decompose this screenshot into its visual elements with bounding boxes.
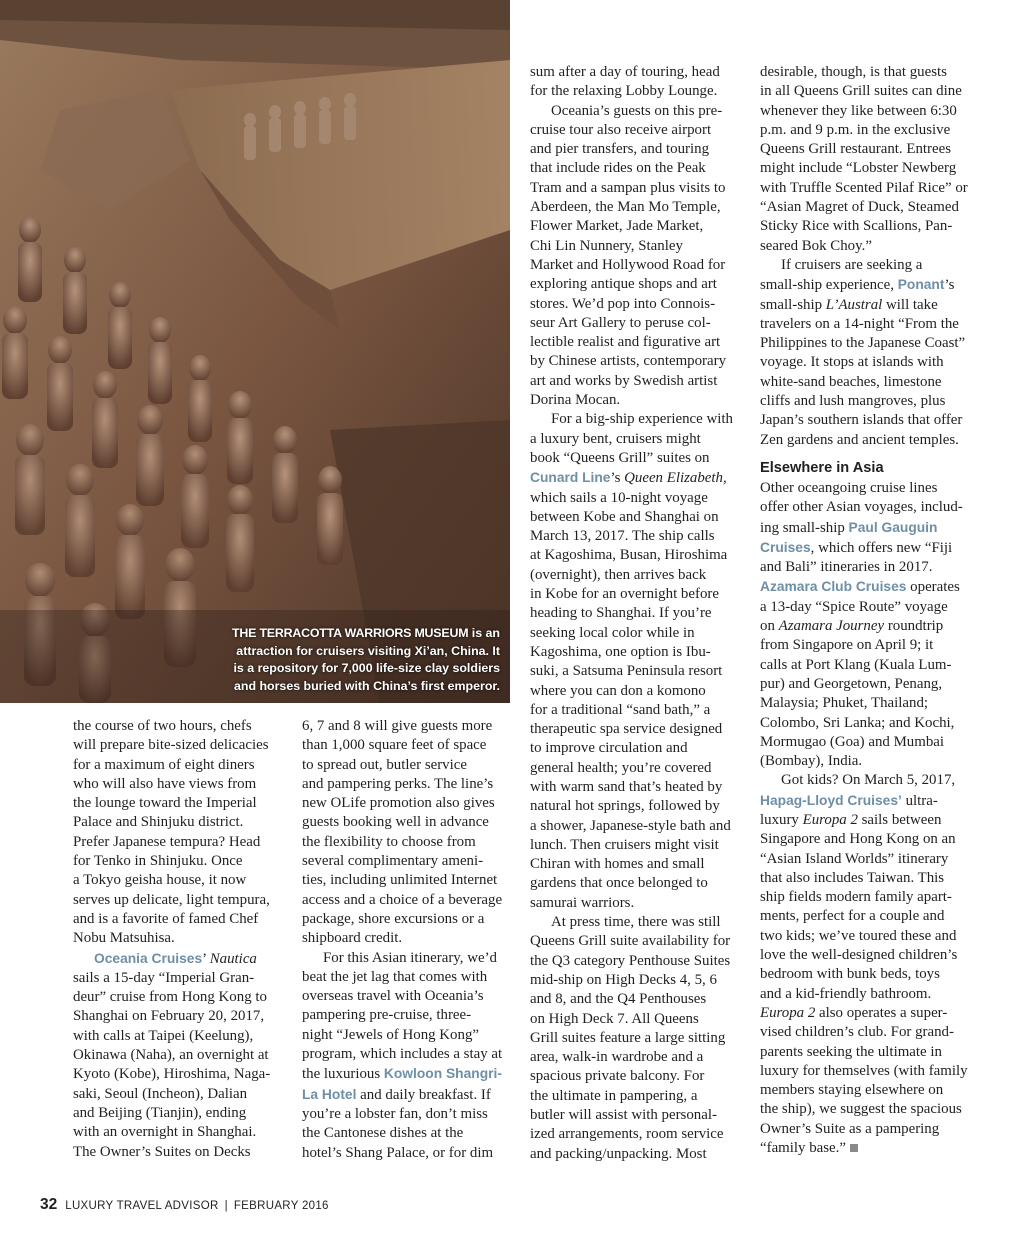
text-line: hotel’s Shang Palace, or for dim: [302, 1144, 494, 1161]
text-line: new OLife promotion also gives: [302, 795, 495, 812]
text-line: Kagoshima, one option is Ibu-: [530, 643, 711, 660]
paragraph: [73, 717, 288, 949]
text-line: [760, 577, 975, 597]
text-line: ship fields modern family apart-: [760, 889, 952, 906]
text-line: on High Deck 7. All Queens: [530, 1010, 699, 1027]
text-line: overseas travel with Oceania’s: [302, 988, 484, 1005]
text-line: Owner’s Suite as a pampering: [760, 1120, 940, 1137]
text-line: “Asian Magret of Duck, Steamed: [760, 199, 959, 216]
text-line: desirable, though, is that guests: [760, 64, 947, 80]
ship-name: L’Austral: [825, 296, 883, 313]
text-line: members staying elsewhere on: [760, 1082, 944, 1099]
text-line: Queens Grill suite availability for: [530, 933, 731, 950]
text-line: deur” cruise from Hong Kong to: [73, 989, 267, 1006]
text-line: seeking local color while in: [530, 624, 695, 641]
text-line: with calls at Taipei (Keelung),: [73, 1027, 254, 1044]
terracotta-warriors-photo: [0, 0, 510, 703]
paragraph: [760, 256, 975, 450]
brand-azamara-club-cruises: Azamara Club Cruises: [760, 579, 907, 595]
text-line: luxury for themselves (with family: [760, 1062, 968, 1079]
caption-line: is a repository for 7,000 life-size clay soldiers: [233, 661, 500, 675]
paragraph: [302, 717, 517, 949]
text-line: suki, a Satsuma Peninsula resort: [530, 663, 723, 680]
brand-kowloon-shangri-la: La Hotel: [302, 1086, 357, 1102]
text-line: Queens Grill restaurant. Entrees: [760, 141, 952, 158]
text-line: Japan’s southern islands that offer: [760, 412, 963, 429]
text-run: small-ship: [760, 296, 826, 313]
text-line: [760, 518, 975, 538]
text-line: cliffs and lush mangroves, plus: [760, 393, 946, 410]
brand-hapag-lloyd-cruises: Hapag-Lloyd Cruises’: [760, 792, 902, 808]
article-column-3: [530, 63, 745, 1164]
text-line: calls at Port Klang (Kuala Lum-: [760, 656, 952, 673]
text-line: pur) and Georgetown, Penang,: [760, 675, 943, 692]
text-line: For this Asian itinerary, we’d: [323, 949, 497, 966]
text-line: Dorina Mocan.: [530, 392, 621, 409]
text-line: [302, 1085, 517, 1105]
text-line: “Asian Island Worlds” itinerary: [760, 850, 949, 867]
ship-name: Europa 2: [802, 811, 858, 828]
text-line: cruise tour also receive airport: [530, 121, 712, 138]
photo-caption: [200, 625, 500, 695]
text-line: from Singapore on April 9; it: [760, 637, 934, 654]
text-line: and a kid-friendly bathroom.: [760, 985, 932, 1002]
text-line: March 13, 2017. The ship calls: [530, 528, 715, 545]
brand-paul-gauguin-cruises: Cruises: [760, 539, 811, 555]
text-line: with warm sand that’s heated by: [530, 778, 723, 795]
publication-name: LUXURY TRAVEL ADVISOR: [65, 1200, 219, 1212]
photo-illustration: [0, 0, 510, 703]
text-run: , which offers new “Fiji: [810, 539, 953, 556]
text-line: lectible realist and figurative art: [530, 334, 721, 351]
text-line: pampering pre-cruise, three-: [302, 1007, 472, 1024]
text-line: spacious private balcony. For: [530, 1068, 705, 1085]
article-column-2: [302, 717, 517, 1163]
text-line: Palace and Shinjuku district.: [73, 814, 244, 831]
text-line: Oceania’s guests on this pre-: [551, 102, 723, 119]
text-line: 6, 7 and 8 will give guests more: [302, 718, 493, 734]
text-line: [73, 949, 288, 969]
text-line: and is a favorite of famed Chef: [73, 910, 259, 927]
text-line: than 1,000 square feet of space: [302, 737, 487, 754]
text-line: sails a 15-day “Imperial Gran-: [73, 969, 255, 986]
text-line: therapeutic spa service designed: [530, 721, 723, 738]
text-line: access and a choice of a beverage: [302, 891, 503, 908]
text-line: guests booking well in advance: [302, 814, 489, 831]
text-line: package, shore excursions or a: [302, 910, 485, 927]
text-line: might include “Lobster Newberg: [760, 160, 957, 177]
text-run: sails between: [857, 811, 942, 828]
text-line: to improve circulation and: [530, 740, 688, 757]
text-line: natural hot springs, followed by: [530, 798, 720, 815]
text-line: Philippines to the Japanese Coast”: [760, 335, 966, 352]
text-line: shipboard credit.: [302, 930, 403, 947]
paragraph: [530, 102, 745, 411]
text-line: the ultimate in pampering, a: [530, 1087, 698, 1104]
text-line: Got kids? On March 5, 2017,: [781, 772, 956, 789]
text-line: Colombo, Sri Lanka; and Kochi,: [760, 714, 955, 731]
text-line: [760, 811, 975, 830]
text-run: “family base.”: [760, 1140, 846, 1157]
text-line: [302, 1064, 517, 1084]
text-line: love the well-designed children’s: [760, 947, 958, 964]
text-line: heading to Shanghai. If you’re: [530, 605, 712, 622]
text-line: bedroom with bunk beds, toys: [760, 966, 940, 983]
text-run: will take: [882, 296, 938, 313]
text-line: Chiran with homes and small: [530, 856, 705, 873]
text-line: Other oceangoing cruise lines: [760, 479, 938, 496]
text-line: a 13-day “Spice Route” voyage: [760, 598, 948, 615]
text-line: book “Queens Grill” suites on: [530, 449, 710, 466]
text-line: exploring antique shops and art: [530, 276, 717, 293]
text-line: at Kagoshima, Busan, Hiroshima: [530, 547, 728, 564]
text-line: travelers on a 14-night “From the: [760, 315, 959, 332]
text-line: ized arrangements, room service: [530, 1126, 724, 1143]
text-line: Shanghai on February 20, 2017,: [73, 1008, 265, 1025]
text-line: Singapore and Hong Kong on an: [760, 831, 956, 848]
paragraph: [760, 479, 975, 771]
text-line: to spread out, butler service: [302, 756, 467, 773]
page-footer: [40, 1196, 329, 1214]
text-line: that include rides on the Peak: [530, 160, 706, 177]
text-line: a shower, Japanese-style bath and: [530, 817, 731, 834]
text-run: ultra-: [901, 792, 938, 809]
caption-line-1: is an: [468, 626, 500, 640]
text-line: several complimentary ameni-: [302, 853, 484, 870]
issue-date: FEBRUARY 2016: [233, 1200, 329, 1212]
text-run: on: [760, 618, 779, 635]
paragraph: [530, 63, 745, 102]
text-line: ties, including unlimited Internet: [302, 872, 498, 889]
text-line: [760, 296, 975, 315]
text-run: ’s: [610, 470, 625, 487]
paragraph: [760, 63, 975, 256]
text-line: Malaysia; Phuket, Thailand;: [760, 695, 929, 712]
text-line: for Tenko in Shinjuku. Once: [73, 853, 243, 870]
article-column-4: [760, 63, 975, 1158]
text-run: luxury: [760, 811, 803, 828]
caption-line: attraction for cruisers visiting Xi’an, China. It: [236, 643, 500, 658]
brand-oceania-cruises: Oceania Cruises: [94, 950, 203, 966]
text-line: the ship), we suggest the spacious: [760, 1101, 962, 1118]
text-line: [760, 791, 975, 811]
text-line: white-sand beaches, limestone: [760, 373, 942, 390]
paragraph: [530, 410, 745, 913]
text-run: roundtrip: [884, 618, 944, 635]
text-line: and Beijing (Tianjin), ending: [73, 1104, 247, 1121]
ship-name: Nautica: [209, 950, 257, 967]
text-line: will prepare bite-sized delicacies: [73, 737, 269, 754]
text-line: ments, perfect for a couple and: [760, 908, 945, 925]
footer-separator: |: [224, 1200, 228, 1212]
text-line: [760, 275, 975, 295]
text-line: the course of two hours, chefs: [73, 718, 252, 734]
text-run: small-ship experience,: [760, 277, 898, 294]
text-line: Zen gardens and ancient temples.: [760, 431, 959, 448]
text-line: Grill suites feature a large sitting: [530, 1029, 726, 1046]
text-line: lunch. Then cruisers might visit: [530, 836, 719, 853]
text-line: seared Bok Choy.”: [760, 237, 872, 254]
text-line: by Chinese artists, contemporary: [530, 353, 727, 370]
text-line: where you can don a komono: [530, 682, 706, 699]
text-line: beat the jet lag that comes with: [302, 968, 488, 985]
text-line: a luxury bent, cruisers might: [530, 430, 701, 447]
brand-cunard-line: Cunard Line: [530, 470, 611, 486]
text-line: Kyoto (Kobe), Hiroshima, Naga-: [73, 1066, 271, 1083]
text-line: and pier transfers, and touring: [530, 141, 710, 158]
text-line: you’re a lobster fan, don’t miss: [302, 1105, 488, 1122]
text-line: p.m. and 9 p.m. in the exclusive: [760, 121, 951, 138]
text-line: saki, Seoul (Incheon), Dalian: [73, 1085, 248, 1102]
text-line: and pampering perks. The line’s: [302, 775, 494, 792]
paragraph: [760, 771, 975, 1158]
text-line: and 8, and the Q4 Penthouses: [530, 991, 707, 1008]
text-line: and Bali” itineraries in 2017.: [760, 559, 933, 576]
text-line: (Bombay), India.: [760, 753, 863, 770]
paragraph: [530, 913, 745, 1164]
end-of-article-icon: [850, 1144, 858, 1152]
text-line: that also includes Taiwan. This: [760, 869, 945, 886]
text-line: Mormugao (Goa) and Mumbai: [760, 733, 945, 750]
ship-name: Queen Elizabeth,: [624, 470, 727, 487]
caption-line: and horses buried with China’s first emperor.: [234, 678, 500, 693]
text-line: sum after a day of touring, head: [530, 64, 720, 80]
text-line: voyage. It stops at islands with: [760, 354, 944, 371]
text-line: mid-ship on High Decks 4, 5, 6: [530, 971, 717, 988]
text-line: in all Queens Grill suites can dine: [760, 83, 962, 100]
text-run: operates: [906, 579, 960, 596]
text-line: samurai warriors.: [530, 894, 635, 911]
text-line: [760, 538, 975, 558]
caption-lead: THE TERRACOTTA WARRIORS MUSEUM: [232, 626, 469, 640]
text-run: and daily breakfast. If: [356, 1086, 491, 1103]
text-run: the luxurious: [302, 1066, 384, 1083]
text-run: also operates a super-: [815, 1004, 948, 1021]
text-run: ’s: [944, 277, 955, 294]
text-line: a Tokyo geisha house, it now: [73, 872, 247, 889]
ship-name: Europa 2: [760, 1004, 816, 1021]
text-line: general health; you’re covered: [530, 759, 712, 776]
brand-paul-gauguin-cruises: Paul Gauguin: [848, 519, 938, 535]
text-line: for a maximum of eight diners: [73, 756, 255, 773]
text-line: who will also have views from: [73, 775, 257, 792]
brand-kowloon-shangri-la: Kowloon Shangri-: [383, 1066, 502, 1082]
text-line: art and works by Swedish artist: [530, 372, 718, 389]
text-line: the lounge toward the Imperial: [73, 795, 257, 812]
text-line: parents seeking the ultimate in: [760, 1043, 942, 1060]
text-line: night “Jewels of Hong Kong”: [302, 1026, 480, 1043]
page-number: 32: [40, 1196, 58, 1213]
article-column-1: [73, 717, 288, 1162]
text-line: Nobu Matsuhisa.: [73, 930, 175, 947]
text-line: Flower Market, Jade Market,: [530, 218, 704, 235]
text-line: in Kobe for an overnight before: [530, 586, 719, 603]
text-line: offer other Asian voyages, includ-: [760, 499, 963, 516]
text-line: Prefer Japanese tempura? Head: [73, 833, 261, 850]
text-line: the Cantonese dishes at the: [302, 1125, 464, 1142]
text-line: Aberdeen, the Man Mo Temple,: [530, 199, 721, 216]
text-line: Sticky Rice with Scallions, Pan-: [760, 218, 953, 235]
section-heading: Elsewhere in Asia: [760, 459, 884, 476]
paragraph: [73, 949, 288, 1162]
text-line: gardens that once belonged to: [530, 875, 708, 892]
text-line: whenever they like between 6:30: [760, 102, 957, 119]
text-line: area, walk-in wardrobe and a: [530, 1049, 704, 1066]
text-run: ’: [202, 950, 210, 967]
text-line: At press time, there was still: [551, 914, 721, 931]
text-line: butler will assist with personal-: [530, 1107, 717, 1124]
text-line: the flexibility to choose from: [302, 833, 476, 850]
text-line: Chi Lin Nunnery, Stanley: [530, 237, 683, 254]
text-line: [760, 1139, 975, 1158]
text-line: If cruisers are seeking a: [781, 256, 923, 273]
text-line: seur Art Gallery to peruse col-: [530, 314, 711, 331]
text-line: for a traditional “sand bath,” a: [530, 701, 711, 718]
text-line: Okinawa (Naha), an overnight at: [73, 1047, 269, 1064]
text-line: the Q3 category Penthouse Suites: [530, 952, 731, 969]
text-line: which sails a 10-night voyage: [530, 489, 708, 506]
text-line: (overnight), then arrives back: [530, 566, 707, 583]
text-line: serves up delicate, light tempura,: [73, 891, 270, 908]
text-line: [760, 617, 975, 636]
text-line: [530, 468, 745, 488]
text-line: The Owner’s Suites on Decks: [73, 1143, 251, 1160]
text-line: with Truffle Scented Pilaf Rice” or: [760, 179, 968, 196]
brand-ponant: Ponant: [897, 277, 945, 293]
text-line: vised children’s club. For grand-: [760, 1024, 954, 1041]
text-line: Market and Hollywood Road for: [530, 256, 726, 273]
text-line: for the relaxing Lobby Lounge.: [530, 83, 718, 100]
text-line: Tram and a sampan plus visits to: [530, 179, 726, 196]
text-line: [760, 1004, 975, 1023]
text-line: stores. We’d pop into Connois-: [530, 295, 716, 312]
text-line: between Kobe and Shanghai on: [530, 508, 719, 525]
text-line: with an overnight in Shanghai.: [73, 1124, 257, 1141]
text-line: For a big-ship experience with: [551, 411, 733, 428]
ship-name: Azamara Journey: [778, 618, 885, 635]
text-line: two kids; we’ve toured these and: [760, 927, 957, 944]
text-line: and packing/unpacking. Most: [530, 1145, 707, 1162]
text-line: program, which includes a stay at: [302, 1046, 503, 1063]
paragraph: [302, 949, 517, 1163]
text-run: ing small-ship: [760, 519, 849, 536]
